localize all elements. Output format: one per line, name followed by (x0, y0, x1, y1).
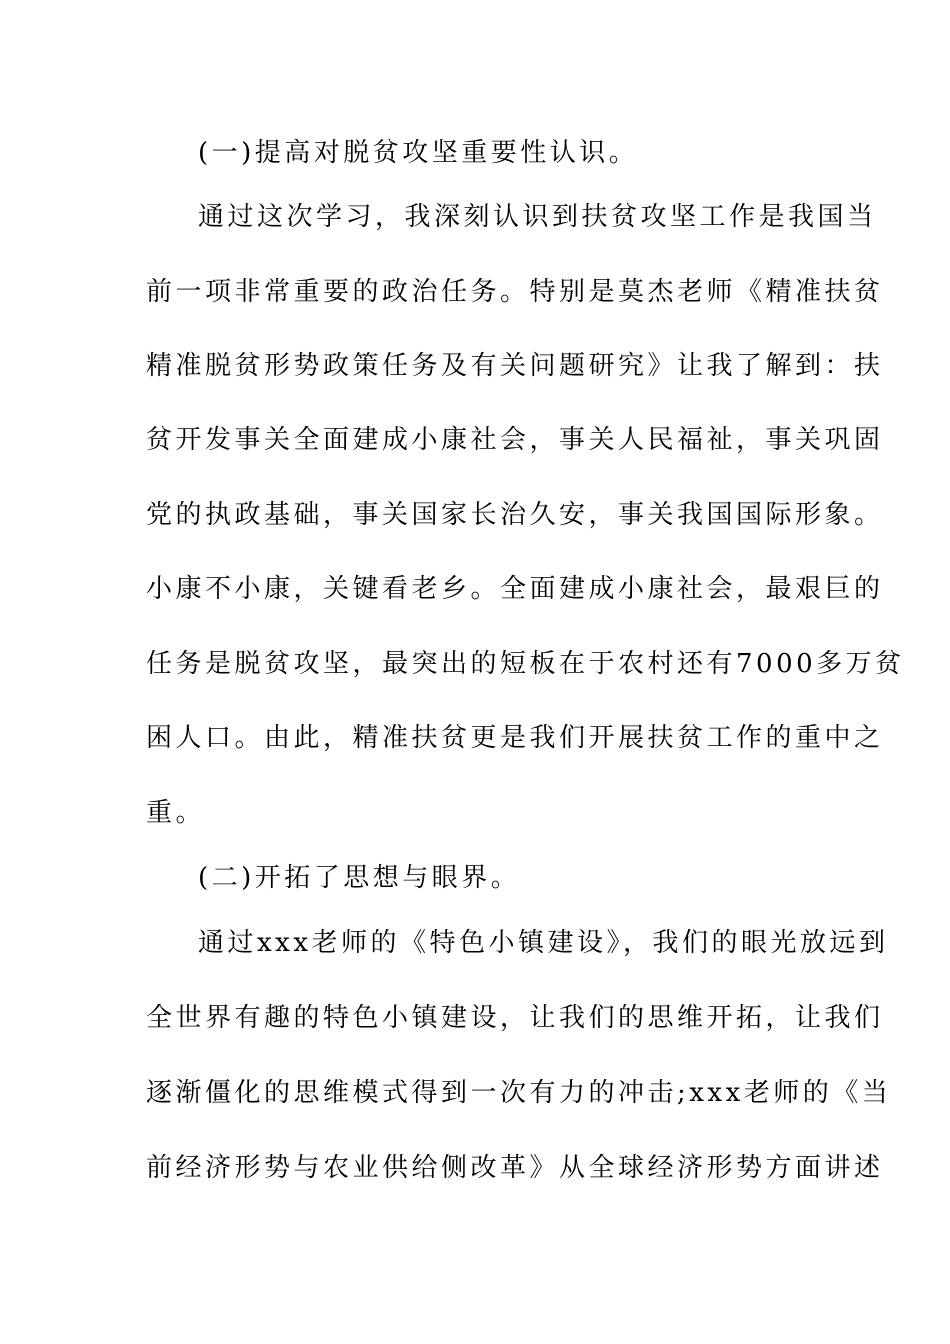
paragraph-line: 通过xxx老师的《特色小镇建设》，我们的眼光放远到 (198, 928, 889, 958)
paragraph-line: 全世界有趣的特色小镇建设，让我们的思维开拓，让我们 (146, 1003, 884, 1033)
paragraph-line: 小康不小康，关键看老乡。全面建成小康社会，最艰巨的 (146, 574, 884, 604)
paragraph-line: 前经济形势与农业供给侧改革》从全球经济形势方面讲述 (146, 1153, 884, 1183)
paragraph-line: 前一项非常重要的政治任务。特别是莫杰老师《精准扶贫 (146, 277, 884, 307)
paragraph-line: 贫开发事关全面建成小康社会，事关人民福祉，事关巩固 (146, 425, 884, 455)
paragraph-line: 党的执政基础，事关国家长治久安，事关我国国际形象。 (146, 500, 884, 530)
section-heading-1: (一)提高对脱贫攻坚重要性认识。 (198, 138, 639, 168)
paragraph-line: 精准脱贫形势政策任务及有关问题研究》让我了解到：扶 (146, 351, 884, 381)
paragraph-line: 通过这次学习，我深刻认识到扶贫攻坚工作是我国当 (198, 202, 877, 232)
paragraph-line: 任务是脱贫攻坚，最突出的短板在于农村还有7000多万贫 (146, 649, 905, 679)
paragraph-line: 重。 (146, 798, 206, 828)
paragraph-line: 困人口。由此，精准扶贫更是我们开展扶贫工作的重中之 (146, 723, 884, 753)
paragraph-line: 逐渐僵化的思维模式得到一次有力的冲击;xxx老师的《当 (146, 1078, 892, 1108)
section-heading-2: (二)开拓了思想与眼界。 (198, 863, 521, 893)
